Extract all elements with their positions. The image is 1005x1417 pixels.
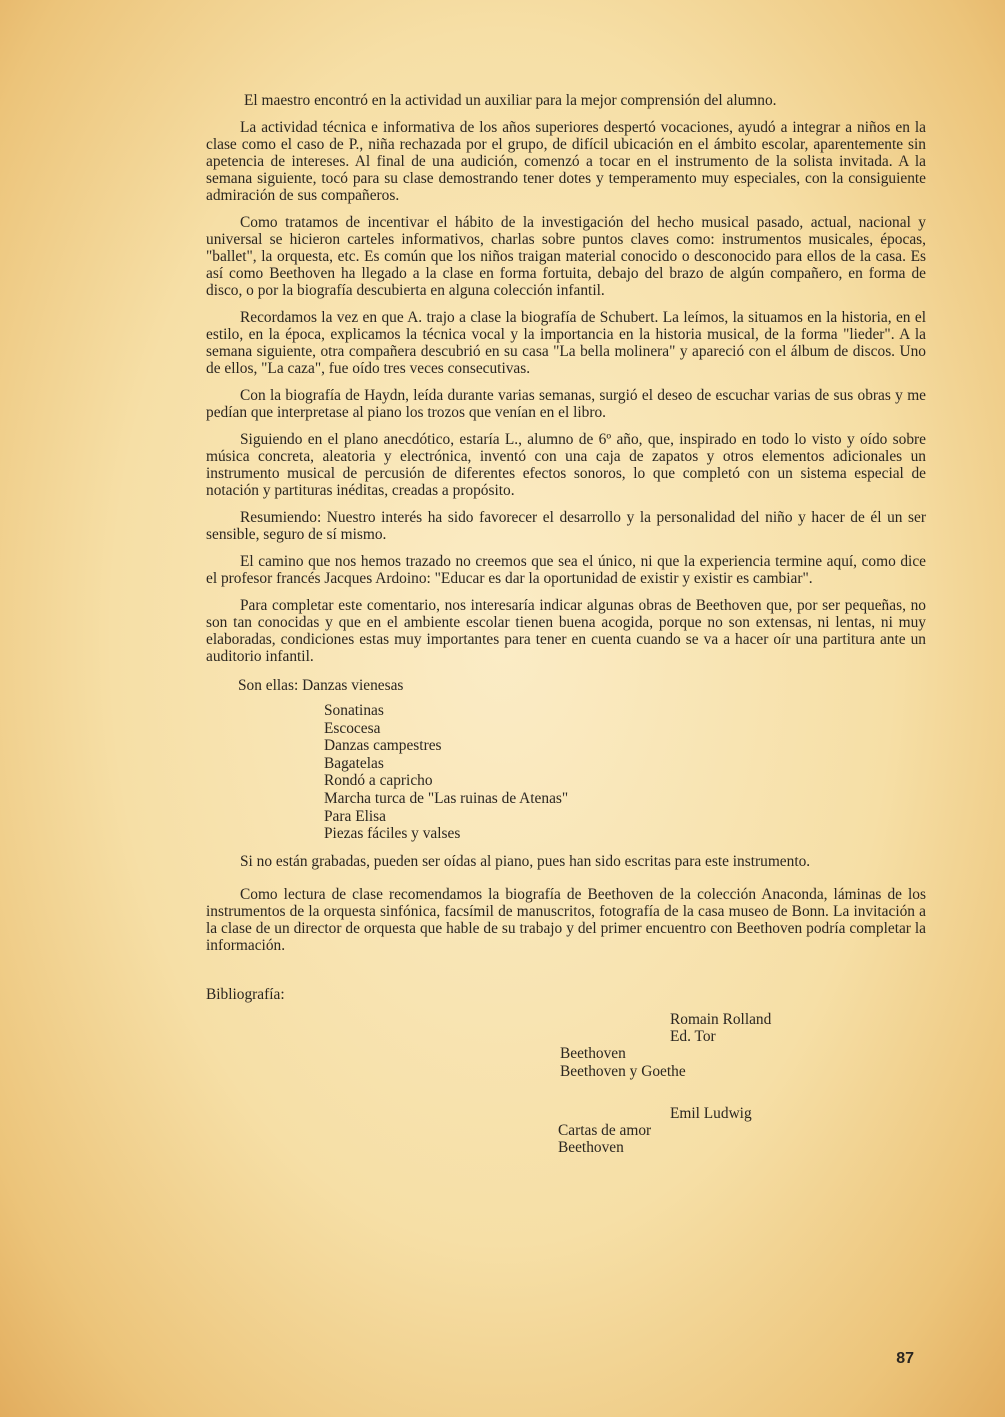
paragraph: Recordamos la vez en que A. trajo a clase la biografía de Schubert. La leímos, la situamos en la historia, en el estilo, en la época, explicamos la técnica vocal y la importancia en la historia musical, de la forma "lieder". A la semana siguiente, otra compañera descubrió en su casa "La bella molinera" y apareció con el álbum de discos. Uno de ellos, "La caza", fue oído tres veces consecutivas. — [206, 309, 926, 377]
list-item: Para Elisa — [324, 807, 386, 825]
list-item: Bagatelas — [324, 754, 384, 772]
article-body — [206, 92, 926, 1211]
bibliography-author: Emil Ludwig — [670, 1104, 752, 1122]
bibliography-book: Beethoven y Goethe — [560, 1062, 686, 1080]
bibliography-author: Romain Rolland — [670, 1010, 772, 1028]
paragraph: Siguiendo en el plano anecdótico, estaría L., alumno de 6º año, que, inspirado en todo lo visto y oído sobre música concreta, aleatoria y electrónica, inventó con una caja de zapatos y otros elementos adicionales un instrumento musical de percusión de diferentes efectos sonoros, lo que completó con un sistema especial de notación y partituras inéditas, creadas a propósito. — [206, 431, 926, 499]
works-list — [324, 702, 926, 843]
list-item: Rondó a capricho — [324, 772, 433, 790]
list-item: Piezas fáciles y valses — [324, 825, 461, 843]
page-number: 87 — [896, 1350, 914, 1367]
paragraph: Para completar este comentario, nos interesaría indicar algunas obras de Beethoven que, por ser pequeñas, no son tan conocidas y que en el ambiente escolar tienen buena acogida, porque no son extensas, ni lentas, ni muy elaboradas, condiciones estas muy importantes para tener en cuenta cuando se va a hacer oír una partitura ante un auditorio infantil. — [206, 597, 926, 665]
bibliography-book: Cartas de amor — [558, 1121, 652, 1139]
paragraph: Resumiendo: Nuestro interés ha sido favorecer el desarrollo y la personalidad del niño y hacer de él un ser sensible, seguro de sí mismo. — [206, 509, 926, 543]
list-item: Escocesa — [324, 719, 381, 737]
list-item: Danzas campestres — [324, 737, 442, 755]
bibliography-title: Bibliografía: — [206, 985, 285, 1003]
bibliography-publisher: Ed. Tor — [670, 1027, 716, 1045]
works-list-intro: Son ellas: Danzas vienesas — [238, 677, 404, 694]
bibliography — [206, 1011, 926, 1211]
bibliography-book: Beethoven — [558, 1138, 624, 1156]
paragraph: El camino que nos hemos trazado no creemos que sea el único, ni que la experiencia termine aquí, como dice el profesor francés Jacques Ardoino: "Educar es dar la oportunidad de existir y existir es cambiar". — [206, 553, 926, 587]
paragraph: La actividad técnica e informativa de los años superiores despertó vocaciones, ayudó a integrar a niños en la clase como el caso de P., niña rechazada por el grupo, de difícil ubicación en el ámbito escolar, aparentemente sin apetencia de intereses. Al final de una audición, comenzó a tocar en el instrumento de la solista invitada. A la semana siguiente, tocó para su clase demostrando tener dotes y temperamento muy especiales, con la consiguiente admiración de sus compañeros. — [206, 119, 926, 204]
paragraph: Si no están grabadas, pueden ser oídas al piano, pues han sido escritas para este instrumento. — [240, 852, 811, 870]
paragraph: Como lectura de clase recomendamos la biografía de Beethoven de la colección Anaconda, láminas de los instrumentos de la orquesta sinfónica, facsímil de manuscritos, fotografía de la casa museo de Bonn. La invitación a la clase de un director de orquesta que hable de su trabajo y del primer encuentro con Beethoven podría completar la información. — [206, 885, 926, 954]
paragraph: El maestro encontró en la actividad un auxiliar para la mejor comprensión del alumno. — [244, 92, 777, 109]
bibliography-book: Beethoven — [560, 1044, 626, 1062]
list-item: Sonatinas — [324, 702, 384, 719]
paragraph: Con la biografía de Haydn, leída durante varias semanas, surgió el deseo de escuchar varias de sus obras y me pedían que interpretase al piano los trozos que venían en el libro. — [206, 387, 926, 421]
list-item: Marcha turca de "Las ruinas de Atenas" — [324, 789, 569, 807]
paragraph: Como tratamos de incentivar el hábito de la investigación del hecho musical pasado, actual, nacional y universal se hicieron carteles informativos, charlas sobre puntos claves como: instrumentos musicales, épocas, "ballet", la orquesta, etc. Es común que los niños traigan material conocido o desconocido para ellos de la casa. Es así como Beethoven ha llegado a la clase en forma fortuita, debajo del brazo de algún compañero, en forma de disco, o por la biografía descubierta en alguna colección infantil. — [206, 214, 926, 299]
